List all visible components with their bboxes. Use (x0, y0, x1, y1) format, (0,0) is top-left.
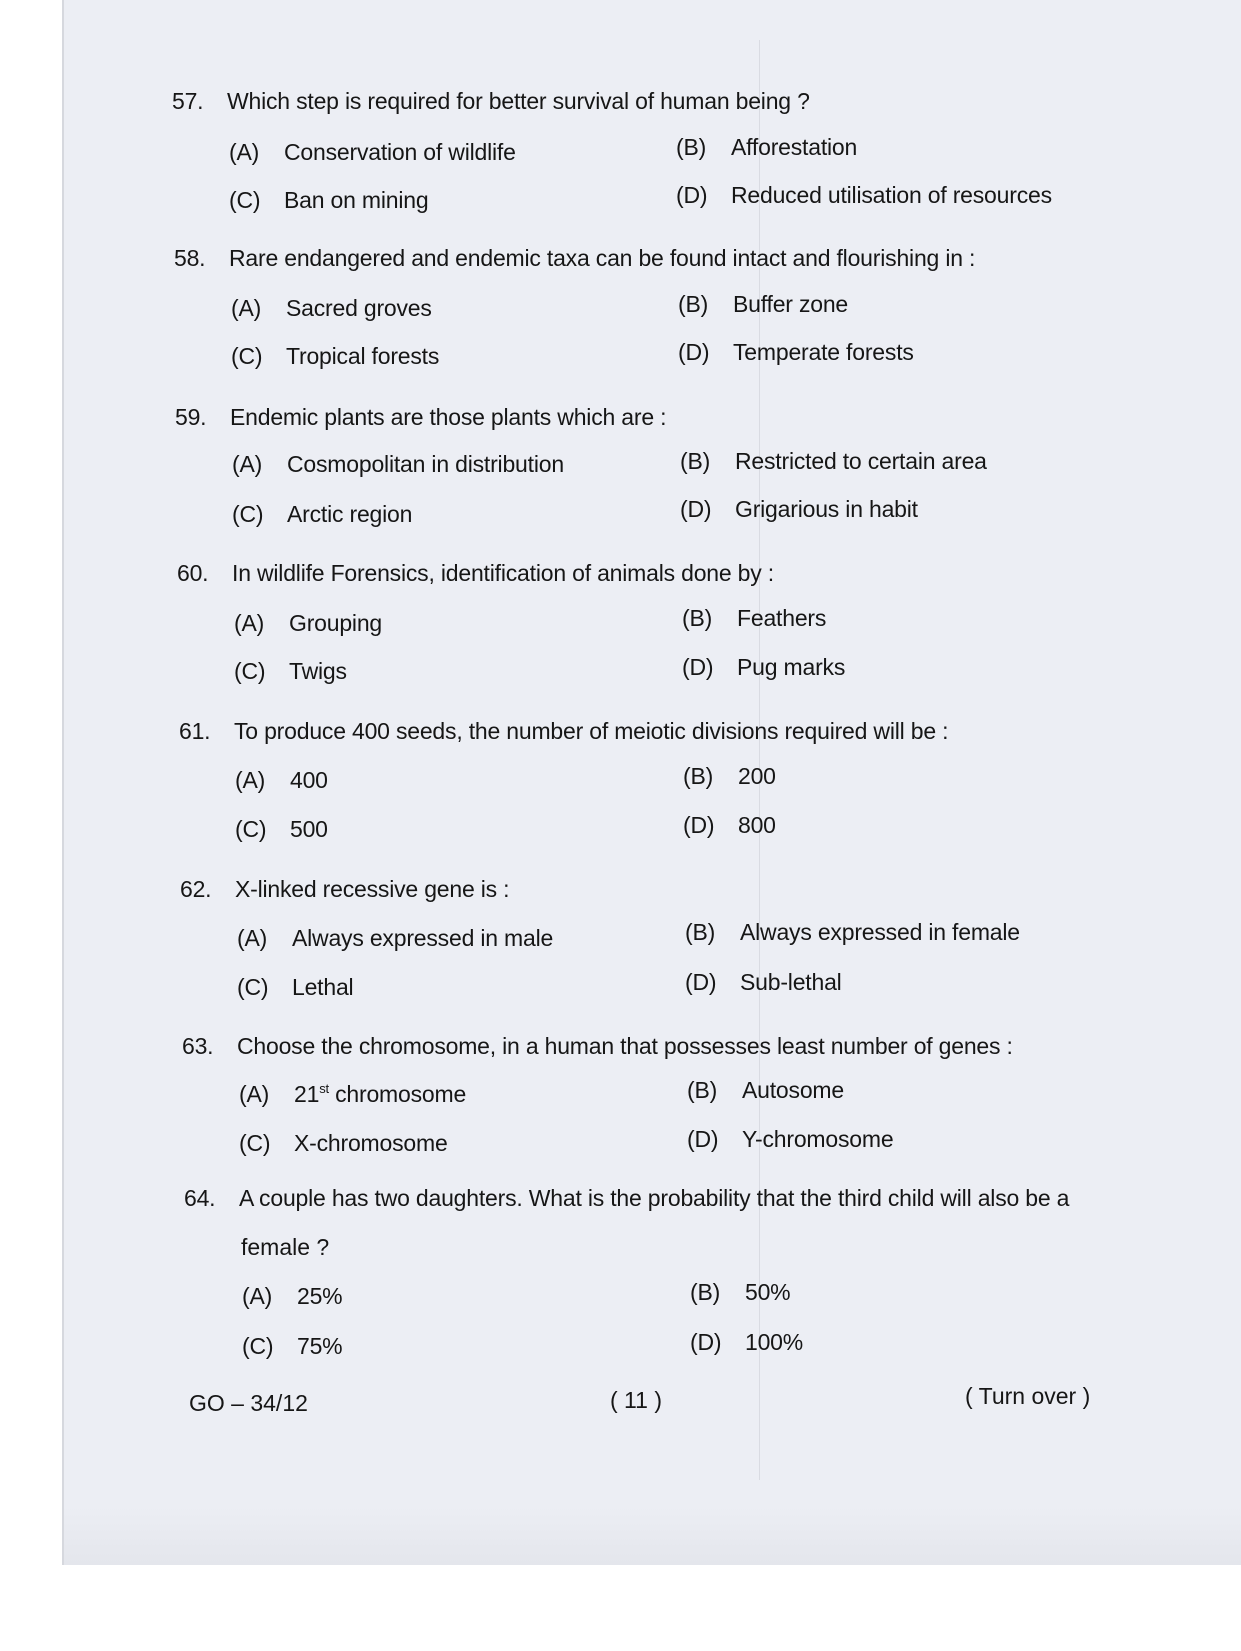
q64-option-d (690, 1329, 803, 1356)
option-label: (A) (234, 610, 265, 636)
option-text: 50% (745, 1279, 791, 1305)
option-text: Conservation of wildlife (284, 139, 516, 165)
question-58 (174, 245, 975, 272)
option-text: 800 (738, 812, 776, 838)
option-label: (A) (239, 1081, 270, 1107)
option-label: (C) (234, 658, 266, 684)
option-text: Cosmopolitan in distribution (287, 451, 564, 477)
option-label: (A) (242, 1283, 273, 1309)
option-label: (D) (690, 1329, 722, 1355)
option-label: (D) (687, 1126, 719, 1152)
q60-option-c (234, 658, 347, 685)
option-text: Temperate forests (733, 339, 914, 365)
option-text: Arctic region (287, 501, 413, 527)
q58-option-b (678, 291, 848, 318)
option-label: (B) (687, 1077, 718, 1103)
option-text: 75% (297, 1333, 343, 1359)
question-text: X-linked recessive gene is : (235, 876, 510, 902)
question-57 (172, 88, 810, 115)
option-label: (A) (232, 451, 263, 477)
option-text: chromosome (328, 1081, 467, 1107)
q62-option-a (237, 925, 553, 952)
q60-option-b (682, 605, 826, 632)
q60-option-d (682, 654, 845, 681)
q61-option-c (235, 816, 328, 843)
question-number: 59. (175, 404, 207, 430)
option-text: Always expressed in male (292, 925, 554, 951)
q64-option-b (690, 1279, 790, 1306)
option-text: 500 (290, 816, 328, 842)
option-text: Twigs (289, 658, 347, 684)
option-label: (A) (229, 139, 260, 165)
q60-option-a (234, 610, 382, 637)
option-label: (B) (682, 605, 713, 631)
q57-option-c (229, 187, 428, 214)
option-label: (C) (232, 501, 264, 527)
q64-option-c (242, 1333, 342, 1360)
q63-option-a (239, 1081, 466, 1108)
turn-over-note: ( Turn over ) (965, 1383, 1091, 1409)
option-label: (C) (229, 187, 261, 213)
question-number: 64. (184, 1185, 216, 1211)
option-text: Restricted to certain area (735, 448, 987, 474)
option-text: Grigarious in habit (735, 496, 918, 522)
question-text: In wildlife Forensics, identification of animals done by : (232, 560, 774, 586)
question-number: 63. (182, 1033, 214, 1059)
question-text: A couple has two daughters. What is the probability that the third child will also be a (239, 1185, 1070, 1211)
q61-option-a (235, 767, 328, 794)
option-label: (B) (676, 134, 707, 160)
option-text: Sacred groves (286, 295, 432, 321)
q57-option-d (676, 182, 1052, 209)
option-label: (B) (678, 291, 709, 317)
option-text: 100% (745, 1329, 804, 1355)
q62-option-c (237, 974, 353, 1001)
q58-option-d (678, 339, 914, 366)
question-59 (175, 404, 666, 431)
option-label: (C) (237, 974, 269, 1000)
question-64 (184, 1185, 1069, 1212)
option-label: (C) (239, 1130, 271, 1156)
option-text: Autosome (742, 1077, 844, 1103)
q59-option-a (232, 451, 564, 478)
option-label: (D) (682, 654, 714, 680)
q57-option-a (229, 139, 516, 166)
question-number: 60. (177, 560, 209, 586)
option-label: (D) (685, 969, 717, 995)
option-label: (D) (680, 496, 712, 522)
option-label: (B) (680, 448, 711, 474)
q63-option-d (687, 1126, 893, 1153)
q64-option-a (242, 1283, 342, 1310)
question-number: 58. (174, 245, 206, 271)
option-label: (D) (678, 339, 710, 365)
option-label: (A) (235, 767, 266, 793)
option-text: Reduced utilisation of resources (731, 182, 1052, 208)
q57-option-b (676, 134, 857, 161)
option-label: (C) (235, 816, 267, 842)
question-61 (179, 718, 948, 745)
option-text: Afforestation (731, 134, 858, 160)
q59-option-b (680, 448, 987, 475)
option-label: (A) (231, 295, 262, 321)
q62-option-b (685, 919, 1020, 946)
paper-code: GO – 34/12 (189, 1390, 308, 1416)
q61-option-d (683, 812, 776, 839)
option-label: (B) (683, 763, 714, 789)
option-label: (A) (237, 925, 268, 951)
option-text: Ban on mining (284, 187, 429, 213)
option-text-superscript: st (319, 1081, 329, 1096)
option-label: (B) (690, 1279, 721, 1305)
option-label: (B) (685, 919, 716, 945)
option-label: (C) (242, 1333, 274, 1359)
q58-option-a (231, 295, 432, 322)
option-text: Buffer zone (733, 291, 849, 317)
question-number: 57. (172, 88, 204, 114)
q59-option-d (680, 496, 918, 523)
question-62 (180, 876, 509, 903)
option-text: Lethal (292, 974, 354, 1000)
q62-option-d (685, 969, 842, 996)
q58-option-c (231, 343, 439, 370)
option-text: Feathers (737, 605, 827, 631)
option-text: Grouping (289, 610, 383, 636)
option-text: Always expressed in female (740, 919, 1020, 945)
option-text-number: 21 (294, 1081, 320, 1107)
question-64-continuation: female ? (241, 1234, 330, 1260)
option-text: 400 (290, 767, 328, 793)
question-text: To produce 400 seeds, the number of meiotic divisions required will be : (234, 718, 949, 744)
option-text: Tropical forests (286, 343, 440, 369)
question-60 (177, 560, 774, 587)
question-63 (182, 1033, 1013, 1060)
question-text: Choose the chromosome, in a human that possesses least number of genes : (237, 1033, 1013, 1059)
question-number: 62. (180, 876, 212, 902)
option-text: 200 (738, 763, 776, 789)
page-number: ( 11 ) (610, 1387, 662, 1413)
q63-option-b (687, 1077, 844, 1104)
question-text: Rare endangered and endemic taxa can be found intact and flourishing in : (229, 245, 976, 271)
option-text: Sub-lethal (740, 969, 842, 995)
option-label: (D) (683, 812, 715, 838)
q61-option-b (683, 763, 776, 790)
option-text: X-chromosome (294, 1130, 448, 1156)
question-text: Endemic plants are those plants which are : (230, 404, 667, 430)
option-label: (D) (676, 182, 708, 208)
question-text: Which step is required for better survival of human being ? (227, 88, 810, 114)
q59-option-c (232, 501, 412, 528)
option-text: 25% (297, 1283, 343, 1309)
option-text: Pug marks (737, 654, 846, 680)
question-number: 61. (179, 718, 211, 744)
option-text: Y-chromosome (742, 1126, 894, 1152)
q63-option-c (239, 1130, 448, 1157)
option-label: (C) (231, 343, 263, 369)
